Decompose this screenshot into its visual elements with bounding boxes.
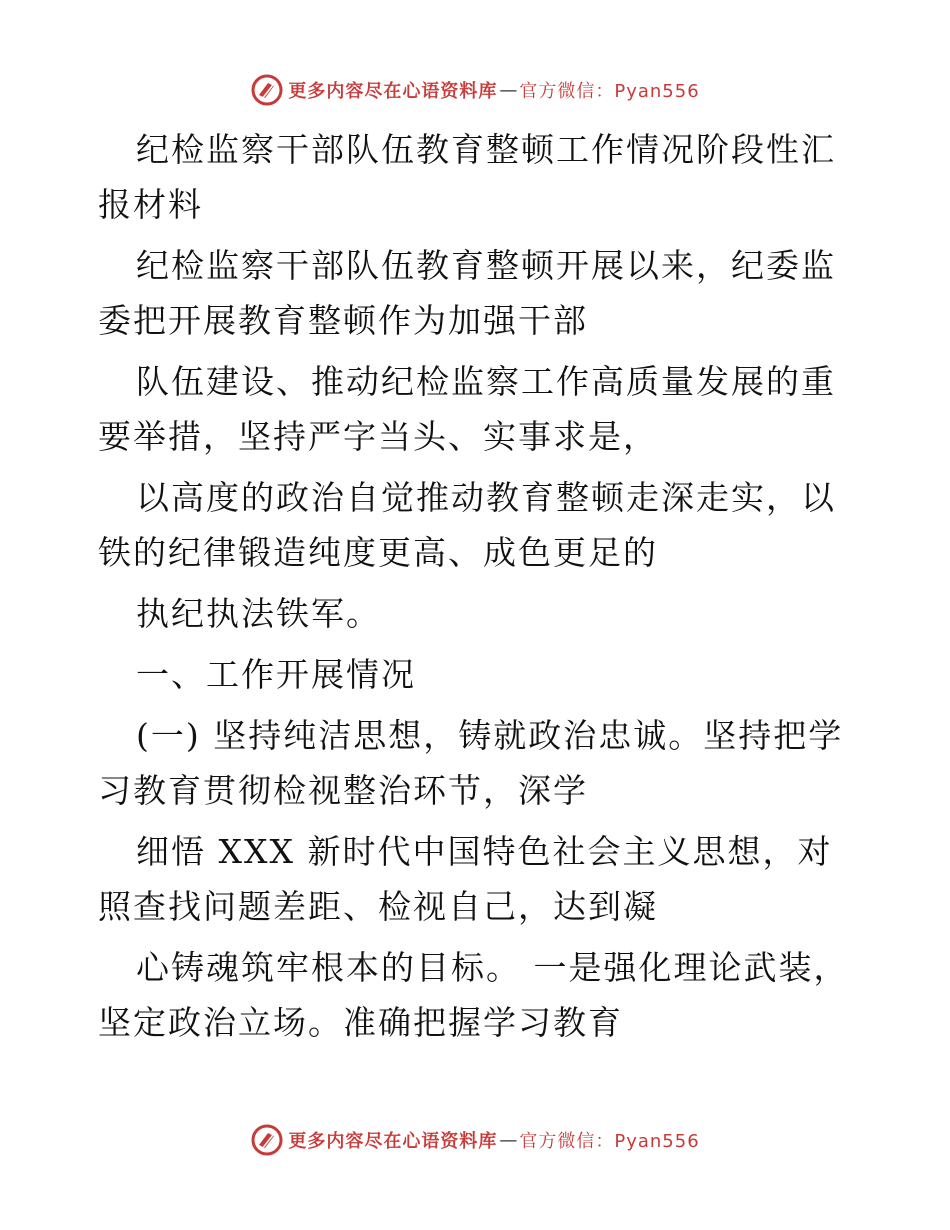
brand-logo-icon (250, 73, 284, 107)
paragraph (98, 586, 858, 641)
footer-separator: — (499, 1129, 518, 1151)
paragraph-line: 执纪执法铁军。 (136, 594, 381, 633)
document-body (98, 122, 858, 1056)
title-line-1: 纪检监察干部队伍教育整顿工作情况阶段性汇报 (98, 130, 836, 224)
section-heading (98, 647, 858, 702)
footer-contact-text: 官方微信：Pyan556 (519, 1131, 700, 1152)
page-footer (0, 1120, 950, 1160)
paragraph-line: 的纪律锻造纯度更高、成色更足的 (133, 533, 658, 572)
paragraph-line: 以高度的政治自觉推动教育整顿走深走实，以铁 (98, 478, 836, 572)
section-heading-text: 一、工作开展情况 (136, 655, 416, 694)
paragraph-line: 心铸魂筑牢根本的目标。 一是强化理论武装， (136, 948, 849, 987)
page-header (0, 70, 950, 110)
document-title (98, 122, 858, 232)
paragraph (98, 470, 858, 580)
title-line-2: 材料 (133, 185, 203, 224)
header-separator: — (499, 79, 518, 101)
paragraph (98, 940, 858, 1050)
brand-logo-icon (250, 1123, 284, 1157)
paragraph (98, 824, 858, 934)
paragraph (98, 354, 858, 464)
paragraph-line: 把开展教育整顿作为加强干部 (133, 301, 588, 340)
paragraph-line: 教育贯彻检视整治环节，深学 (133, 771, 588, 810)
paragraph-line: 查找问题差距、检视自己，达到凝 (133, 887, 658, 926)
paragraph (98, 708, 858, 818)
paragraph-line: 细悟 XXX 新时代中国特色社会主义思想，对照 (98, 832, 833, 926)
paragraph-line: 坚定政治立场。准确把握学习教育 (98, 1003, 623, 1042)
paragraph-line: (一) 坚持纯洁思想，铸就政治忠诚。坚持把学习 (98, 716, 844, 810)
header-contact-text: 官方微信：Pyan556 (519, 81, 700, 102)
paragraph-line: 举措，坚持严字当头、实事求是， (133, 417, 658, 456)
paragraph (98, 238, 858, 348)
paragraph-line: 队伍建设、推动纪检监察工作高质量发展的重要 (98, 362, 836, 456)
paragraph-line: 纪检监察干部队伍教育整顿开展以来，纪委监委 (98, 246, 836, 340)
header-brand-text: 更多内容尽在心语资料库 (288, 81, 498, 102)
footer-brand-text: 更多内容尽在心语资料库 (288, 1131, 498, 1152)
